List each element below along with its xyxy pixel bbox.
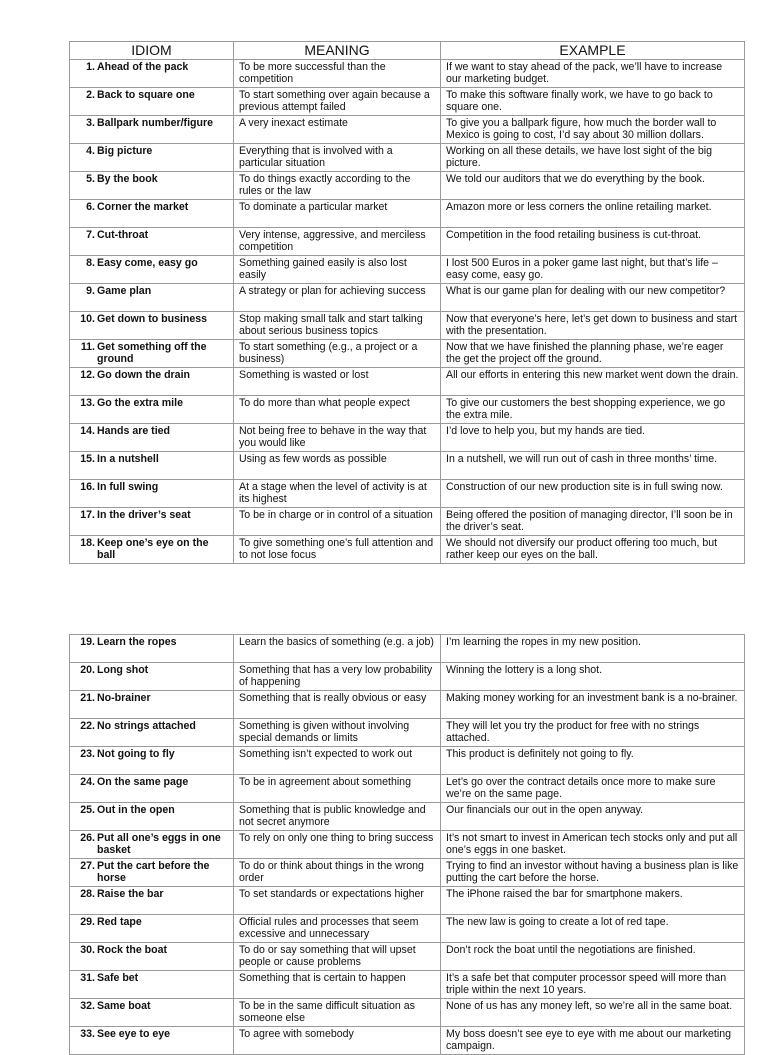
idiom-text: Out in the open [97, 804, 175, 816]
idiom-wrap [75, 341, 228, 365]
idiom-text: On the same page [97, 776, 189, 788]
table-row [70, 747, 745, 775]
meaning-cell: Learn the basics of something (e.g. a job) [234, 635, 441, 663]
header-row [70, 42, 745, 60]
idiom-cell [70, 144, 234, 172]
row-number: 25. [80, 804, 95, 816]
idiom-text: Game plan [97, 285, 152, 297]
idiom-wrap [75, 397, 228, 409]
meaning-cell: A strategy or plan for achieving success [234, 284, 441, 312]
idiom-cell [70, 452, 234, 480]
idiom-wrap [75, 89, 228, 101]
meaning-cell: To dominate a particular market [234, 200, 441, 228]
row-number: 3. [86, 117, 95, 129]
idiom-cell [70, 312, 234, 340]
meaning-cell: Using as few words as possible [234, 452, 441, 480]
meaning-cell: To do or think about things in the wrong order [234, 859, 441, 887]
table-row [70, 172, 745, 200]
example-cell: I’d love to help you, but my hands are tied. [441, 424, 745, 452]
meaning-cell: Everything that is involved with a particular situation [234, 144, 441, 172]
meaning-cell: To do or say something that will upset people or cause problems [234, 943, 441, 971]
idiom-wrap [75, 425, 228, 437]
example-cell: They will let you try the product for free with no strings attached. [441, 719, 745, 747]
idiom-text: In full swing [97, 481, 159, 493]
example-cell: To make this software finally work, we have to go back to square one. [441, 88, 745, 116]
row-number: 16. [80, 481, 95, 493]
idiom-cell [70, 971, 234, 999]
row-number: 9. [86, 285, 95, 297]
idiom-wrap [75, 61, 228, 73]
example-cell: Working on all these details, we have lost sight of the big picture. [441, 144, 745, 172]
idiom-text: Go down the drain [97, 369, 190, 381]
idiom-cell [70, 831, 234, 859]
example-cell: Trying to find an investor without having a business plan is like putting the cart before the horse. [441, 859, 745, 887]
idiom-text: No-brainer [97, 692, 151, 704]
idiom-wrap [75, 369, 228, 381]
table-row [70, 200, 745, 228]
row-number: 15. [80, 453, 95, 465]
idiom-cell [70, 200, 234, 228]
idiom-text: Same boat [97, 1000, 151, 1012]
table-row [70, 915, 745, 943]
idiom-text: In a nutshell [97, 453, 159, 465]
table-row [70, 691, 745, 719]
example-cell: Our financials our out in the open anyway. [441, 803, 745, 831]
idiom-wrap [75, 1028, 228, 1040]
example-cell: Competition in the food retailing business is cut-throat. [441, 228, 745, 256]
example-cell: Construction of our new production site is in full swing now. [441, 480, 745, 508]
row-number: 33. [80, 1028, 95, 1040]
idiom-text: Red tape [97, 916, 142, 928]
idiom-wrap [75, 888, 228, 900]
example-cell: My boss doesn’t see eye to eye with me about our marketing campaign. [441, 1027, 745, 1055]
idiom-wrap [75, 944, 228, 956]
idiom-wrap [75, 916, 228, 928]
row-number: 10. [80, 313, 95, 325]
idiom-wrap [75, 1000, 228, 1012]
example-cell: To give you a ballpark figure, how much the border wall to Mexico is going to cost, I’d say about 30 million dollars. [441, 116, 745, 144]
idiom-cell [70, 915, 234, 943]
table-row [70, 396, 745, 424]
idiom-cell [70, 228, 234, 256]
idiom-text: Long shot [97, 664, 149, 676]
idiom-text: Get down to business [97, 313, 208, 325]
idiom-text: Back to square one [97, 89, 195, 101]
header-meaning: MEANING [234, 42, 441, 60]
table-row [70, 228, 745, 256]
row-number: 22. [80, 720, 95, 732]
row-number: 19. [80, 636, 95, 648]
meaning-cell: To start something (e.g., a project or a business) [234, 340, 441, 368]
meaning-cell: Stop making small talk and start talking about serious business topics [234, 312, 441, 340]
idiom-text: Learn the ropes [97, 636, 177, 648]
idiom-wrap [75, 692, 228, 704]
row-number: 8. [86, 257, 95, 269]
idiom-text: Easy come, easy go [97, 257, 198, 269]
idiom-wrap [75, 720, 228, 732]
table-row [70, 999, 745, 1027]
idiom-wrap [75, 972, 228, 984]
idiom-cell [70, 943, 234, 971]
idiom-cell [70, 719, 234, 747]
meaning-cell: Something gained easily is also lost easily [234, 256, 441, 284]
idiom-text: Rock the boat [97, 944, 168, 956]
idiom-cell [70, 424, 234, 452]
example-cell: Being offered the position of managing director, I’ll soon be in the driver’s seat. [441, 508, 745, 536]
idiom-text: Big picture [97, 145, 153, 157]
idiom-text: Put the cart before the horse [97, 860, 210, 884]
idiom-cell [70, 859, 234, 887]
table-row [70, 971, 745, 999]
table-row [70, 803, 745, 831]
idiom-cell [70, 396, 234, 424]
idiom-cell [70, 663, 234, 691]
idiom-cell [70, 172, 234, 200]
idiom-wrap [75, 509, 228, 521]
meaning-cell: At a stage when the level of activity is at its highest [234, 480, 441, 508]
example-cell: Winning the lottery is a long shot. [441, 663, 745, 691]
example-cell: It’s not smart to invest in American tech stocks only and put all one’s eggs in one basket. [441, 831, 745, 859]
table-row [70, 775, 745, 803]
idiom-wrap [75, 229, 228, 241]
example-cell: We told our auditors that we do everything by the book. [441, 172, 745, 200]
meaning-cell: Very intense, aggressive, and merciless competition [234, 228, 441, 256]
idiom-text: Keep one’s eye on the ball [97, 537, 209, 561]
idiom-cell [70, 284, 234, 312]
idiom-text: By the book [97, 173, 158, 185]
example-cell: The iPhone raised the bar for smartphone makers. [441, 887, 745, 915]
table-row [70, 508, 745, 536]
row-number: 28. [80, 888, 95, 900]
idiom-text: Safe bet [97, 972, 139, 984]
table-row [70, 312, 745, 340]
example-cell: What is our game plan for dealing with our new competitor? [441, 284, 745, 312]
meaning-cell: Something is given without involving special demands or limits [234, 719, 441, 747]
idiom-wrap [75, 453, 228, 465]
meaning-cell: To be more successful than the competition [234, 60, 441, 88]
table-row [70, 859, 745, 887]
idiom-cell [70, 256, 234, 284]
row-number: 30. [80, 944, 95, 956]
table-row [70, 452, 745, 480]
idiom-cell [70, 999, 234, 1027]
meaning-cell: Official rules and processes that seem excessive and unnecessary [234, 915, 441, 943]
meaning-cell: Something that is certain to happen [234, 971, 441, 999]
idiom-wrap [75, 145, 228, 157]
idiom-text: Raise the bar [97, 888, 164, 900]
meaning-cell: To rely on only one thing to bring success [234, 831, 441, 859]
meaning-cell: A very inexact estimate [234, 116, 441, 144]
idiom-text: Ballpark number/figure [97, 117, 213, 129]
table-row [70, 635, 745, 663]
idiom-text: Corner the market [97, 201, 189, 213]
meaning-cell: To give something one’s full attention and to not lose focus [234, 536, 441, 564]
meaning-cell: To do things exactly according to the rules or the law [234, 172, 441, 200]
idiom-cell [70, 536, 234, 564]
row-number: 31. [80, 972, 95, 984]
example-cell: To give our customers the best shopping experience, we go the extra mile. [441, 396, 745, 424]
row-number: 21. [80, 692, 95, 704]
row-number: 23. [80, 748, 95, 760]
example-cell: I’m learning the ropes in my new position. [441, 635, 745, 663]
row-number: 5. [86, 173, 95, 185]
example-cell: Now that we have finished the planning phase, we’re eager the get the project off the ground. [441, 340, 745, 368]
example-cell: I lost 500 Euros in a poker game last night, but that’s life – easy come, easy go. [441, 256, 745, 284]
example-cell: Making money working for an investment bank is a no-brainer. [441, 691, 745, 719]
row-number: 24. [80, 776, 95, 788]
example-cell: All our efforts in entering this new market went down the drain. [441, 368, 745, 396]
example-cell: Amazon more or less corners the online retailing market. [441, 200, 745, 228]
idiom-cell [70, 803, 234, 831]
meaning-cell: Not being free to behave in the way that you would like [234, 424, 441, 452]
example-cell: Now that everyone’s here, let’s get down to business and start with the presentation. [441, 312, 745, 340]
idiom-wrap [75, 860, 228, 884]
row-number: 6. [86, 201, 95, 213]
row-number: 7. [86, 229, 95, 241]
idiom-text: Go the extra mile [97, 397, 183, 409]
table-row [70, 719, 745, 747]
idiom-wrap [75, 537, 228, 561]
idiom-text: Cut-throat [97, 229, 149, 241]
row-number: 17. [80, 509, 95, 521]
row-number: 11. [80, 341, 95, 353]
idiom-wrap [75, 173, 228, 185]
table-row [70, 1027, 745, 1055]
idiom-cell [70, 775, 234, 803]
idiom-cell [70, 887, 234, 915]
table-row [70, 88, 745, 116]
meaning-cell: Something is wasted or lost [234, 368, 441, 396]
row-number: 18. [80, 537, 95, 549]
table-row [70, 368, 745, 396]
meaning-cell: To start something over again because a previous attempt failed [234, 88, 441, 116]
idiom-wrap [75, 636, 228, 648]
idiom-wrap [75, 201, 228, 213]
table-row [70, 340, 745, 368]
example-cell: The new law is going to create a lot of red tape. [441, 915, 745, 943]
idiom-cell [70, 635, 234, 663]
row-number: 27. [80, 860, 95, 872]
example-cell: This product is definitely not going to fly. [441, 747, 745, 775]
meaning-cell: To set standards or expectations higher [234, 887, 441, 915]
meaning-cell: Something isn’t expected to work out [234, 747, 441, 775]
idiom-cell [70, 508, 234, 536]
table-row [70, 831, 745, 859]
table-row [70, 536, 745, 564]
meaning-cell: To agree with somebody [234, 1027, 441, 1055]
table-row [70, 116, 745, 144]
table-row [70, 284, 745, 312]
row-number: 20. [80, 664, 95, 676]
idiom-wrap [75, 285, 228, 297]
idiom-wrap [75, 776, 228, 788]
idiom-wrap [75, 832, 228, 856]
idiom-cell [70, 1027, 234, 1055]
table-row [70, 144, 745, 172]
idiom-wrap [75, 804, 228, 816]
table-row [70, 663, 745, 691]
table-row [70, 256, 745, 284]
idioms-table-2 [69, 634, 745, 1055]
idioms-table-1 [69, 41, 745, 564]
table-row [70, 887, 745, 915]
table-row [70, 424, 745, 452]
example-cell: It’s a safe bet that computer processor speed will more than triple within the next 10 years. [441, 971, 745, 999]
meaning-cell: Something that is really obvious or easy [234, 691, 441, 719]
row-number: 32. [80, 1000, 95, 1012]
idiom-text: Not going to fly [97, 748, 175, 760]
table-1-body [70, 60, 745, 564]
idiom-cell [70, 480, 234, 508]
idiom-cell [70, 340, 234, 368]
idiom-wrap [75, 313, 228, 325]
idiom-text: No strings attached [97, 720, 196, 732]
row-number: 14. [80, 425, 95, 437]
idiom-text: Ahead of the pack [97, 61, 189, 73]
table-row [70, 480, 745, 508]
idiom-cell [70, 116, 234, 144]
idiom-text: Put all one’s eggs in one basket [97, 832, 221, 856]
meaning-cell: Something that is public knowledge and not secret anymore [234, 803, 441, 831]
table-2-body [70, 635, 745, 1055]
table-row [70, 60, 745, 88]
meaning-cell: To do more than what people expect [234, 396, 441, 424]
idiom-wrap [75, 481, 228, 493]
example-cell: Let’s go over the contract details once more to make sure we’re on the same page. [441, 775, 745, 803]
idiom-cell [70, 747, 234, 775]
example-cell: Don’t rock the boat until the negotiations are finished. [441, 943, 745, 971]
idiom-wrap [75, 257, 228, 269]
row-number: 26. [80, 832, 95, 844]
idiom-text: Get something off the ground [97, 341, 207, 365]
meaning-cell: To be in the same difficult situation as someone else [234, 999, 441, 1027]
meaning-cell: Something that has a very low probability of happening [234, 663, 441, 691]
row-number: 1. [86, 61, 95, 73]
idiom-cell [70, 368, 234, 396]
idiom-text: In the driver’s seat [97, 509, 191, 521]
example-cell: None of us has any money left, so we’re all in the same boat. [441, 999, 745, 1027]
row-number: 13. [80, 397, 95, 409]
row-number: 2. [86, 89, 95, 101]
meaning-cell: To be in charge or in control of a situation [234, 508, 441, 536]
idiom-wrap [75, 117, 228, 129]
header-example: EXAMPLE [441, 42, 745, 60]
example-cell: If we want to stay ahead of the pack, we’ll have to increase our marketing budget. [441, 60, 745, 88]
example-cell: In a nutshell, we will run out of cash in three months’ time. [441, 452, 745, 480]
idiom-text: See eye to eye [97, 1028, 171, 1040]
idiom-cell [70, 691, 234, 719]
idiom-wrap [75, 748, 228, 760]
idiom-cell [70, 60, 234, 88]
row-number: 4. [86, 145, 95, 157]
example-cell: We should not diversify our product offering too much, but rather keep our eyes on the ball. [441, 536, 745, 564]
idiom-cell [70, 88, 234, 116]
idiom-wrap [75, 664, 228, 676]
idiom-text: Hands are tied [97, 425, 171, 437]
row-number: 12. [80, 369, 95, 381]
header-idiom: IDIOM [70, 42, 234, 60]
row-number: 29. [80, 916, 95, 928]
table-row [70, 943, 745, 971]
meaning-cell: To be in agreement about something [234, 775, 441, 803]
